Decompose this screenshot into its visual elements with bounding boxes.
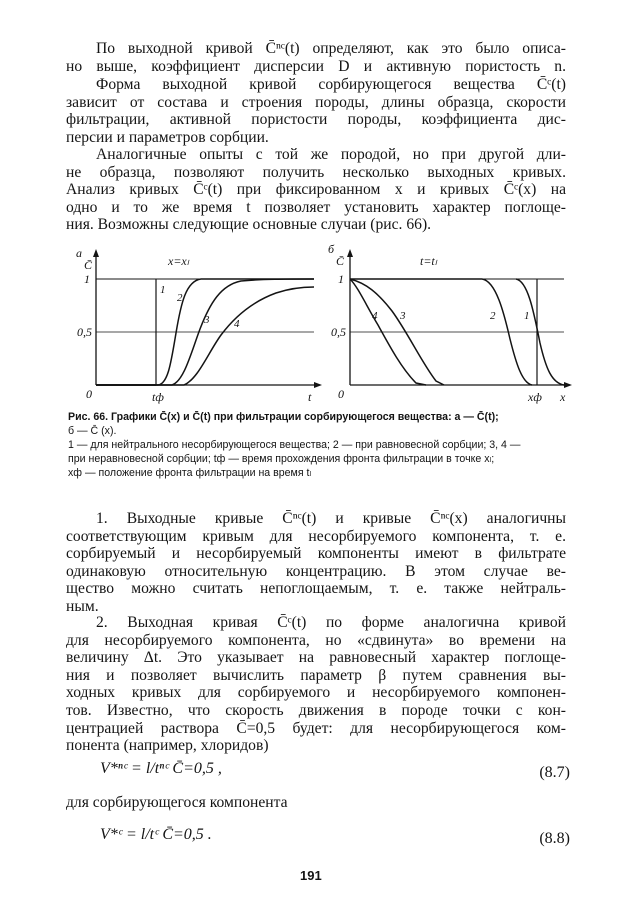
text-line: ния и позволяет вычислить параметр β путем сравнения вы- [66,666,566,684]
panel-b-x-arrow [564,382,572,388]
panel-b-y-label: C̄ [336,254,345,268]
paragraph-1 [66,40,566,75]
text-line: для несорбируемого компонента, но «сдвинута» во времени на [66,631,566,649]
text-line: 1. Выходные кривые C̄ⁿᶜ(t) и кривые C̄ⁿᶜ(x) аналогичны [96,510,566,527]
text-line: сорбируемый и несорбируемый компоненты имеют в фильтрате [66,545,566,563]
curve-label-4-b: 4 [372,310,378,322]
panel-a-condition: x=xₗ [168,254,189,268]
curve-label-3: 3 [204,314,210,326]
panel-a-x-label: t [308,390,312,404]
text-line: 2. Выходная кривая C̄ᶜ(t) по форме аналогична кривой [96,614,566,631]
text-line: Аналогичные опыты с той же породой, но при другой дли- [96,146,566,163]
panel-a-tick-05: 0,5 [77,325,92,339]
equation-8-8 [100,826,570,854]
equation-8-8-number: (8.8) [539,830,570,847]
panel-b-tick-1: 1 [338,272,344,286]
panel-a-tick-1: 1 [84,272,90,286]
panel-b-y-arrow [347,249,353,257]
text-line: ным. [66,597,99,615]
text-line: персии и параметров сорбции. [66,128,269,146]
caption-line: 1 — для нейтрального несорбирующегося вещества; 2 — при равновесной сорбции; 3, 4 — [68,439,521,451]
text-line: ходных кривых для сорбируемого и несорбируемого компонен- [66,684,566,702]
paragraph-4 [66,510,566,616]
equation-8-7-formula: V*ⁿᶜ = l/tⁿᶜ C̄=0,5 , [100,760,222,777]
text-line: Анализ кривых C̄ᶜ(t) при фиксированном x и кривых C̄ᶜ(x) на [66,181,566,199]
curve-label-1-b: 1 [524,310,530,322]
text-line: щество можно считать непоглощаемым, т. е. также нейтраль- [66,580,566,598]
text-line: но выше, коэффициент дисперсии D и активную пористость n. [66,57,566,75]
text-line: одно и то же время t позволяет установить характер поглоще- [66,198,566,216]
paragraph-2 [66,76,566,146]
text-line: ния. Возможны следующие основные случаи (рис. 66). [66,216,432,234]
equation-8-7-number: (8.7) [539,764,570,781]
page-number: 191 [300,868,322,883]
paragraph-6 [66,794,566,812]
text-line: для сорбирующегося компонента [66,794,288,811]
panel-b-x-label: x [560,390,566,404]
figure-graphs [76,243,576,405]
figure-caption [68,410,570,480]
text-line: величину Δt. Это указывает на равновесный характер поглоще- [66,649,566,667]
panel-a-y-label: C̄ [84,258,93,272]
panel-a-letter: а [76,246,82,260]
text-line: центрацией раствора C̄=0,5 будет: для несорбирующегося ком- [66,719,566,737]
text-line: соответствующим кривым для несорбируемого компонента, т. е. [66,527,566,545]
panel-b-condition: t=tₗ [420,254,437,268]
text-line: не образца, позволяют получить несколько выходных кривых. [66,163,566,181]
panel-a-t-front: tф [152,390,164,404]
caption-line: xф — положение фронта фильтрации на время tₗ [68,467,312,479]
panel-a-y-arrow [93,249,99,257]
panel-a [76,246,322,404]
curve-label-1: 1 [160,284,166,296]
panel-b-origin: 0 [338,387,344,401]
curve-4-nonequilibrium [96,287,314,385]
caption-title: Рис. 66. Графики C̄(x) и C̄(t) при фильтрации сорбирующегося вещества: а — C̄(t); [68,411,499,423]
text-line: одинаковую относительную концентрацию. В этом случае ве- [66,562,566,580]
caption-title-cont: б — C̄ (x). [68,425,117,437]
panel-b-letter: б [328,243,335,256]
text-line: тов. Известно, что скорость движения в породе точки с кон- [66,701,566,719]
panel-b-x-front: xф [528,390,542,404]
panel-a-x-arrow [314,382,322,388]
text-line: Форма выходной кривой сорбирующегося вещества C̄ᶜ(t) [96,76,566,93]
equation-8-8-formula: V*ᶜ = l/tᶜ C̄=0,5 . [100,826,212,843]
curve-label-4: 4 [234,318,240,330]
text-line: понента (например, хлоридов) [66,737,269,755]
figure-66 [76,243,576,405]
panel-a-origin: 0 [86,387,92,401]
text-line: зависит от состава и строения породы, длины образца, скорости [66,93,566,111]
equation-8-7 [100,760,570,788]
caption-line: при неравновесной сорбции; tф — время прохождения фронта фильтрации в точке xₗ; [68,453,495,465]
paragraph-5 [66,614,566,755]
paragraph-3 [66,146,566,234]
panel-b-tick-05: 0,5 [331,325,346,339]
curve-label-2: 2 [177,292,183,304]
curve-label-3-b: 3 [400,310,406,322]
curve-label-2-b: 2 [490,310,496,322]
panel-b [328,243,572,404]
text-line: По выходной кривой C̄ⁿᶜ(t) определяют, как это было описа- [96,40,566,57]
text-line: фильтрации, активной пористости породы, коэффициента дис- [66,111,566,129]
